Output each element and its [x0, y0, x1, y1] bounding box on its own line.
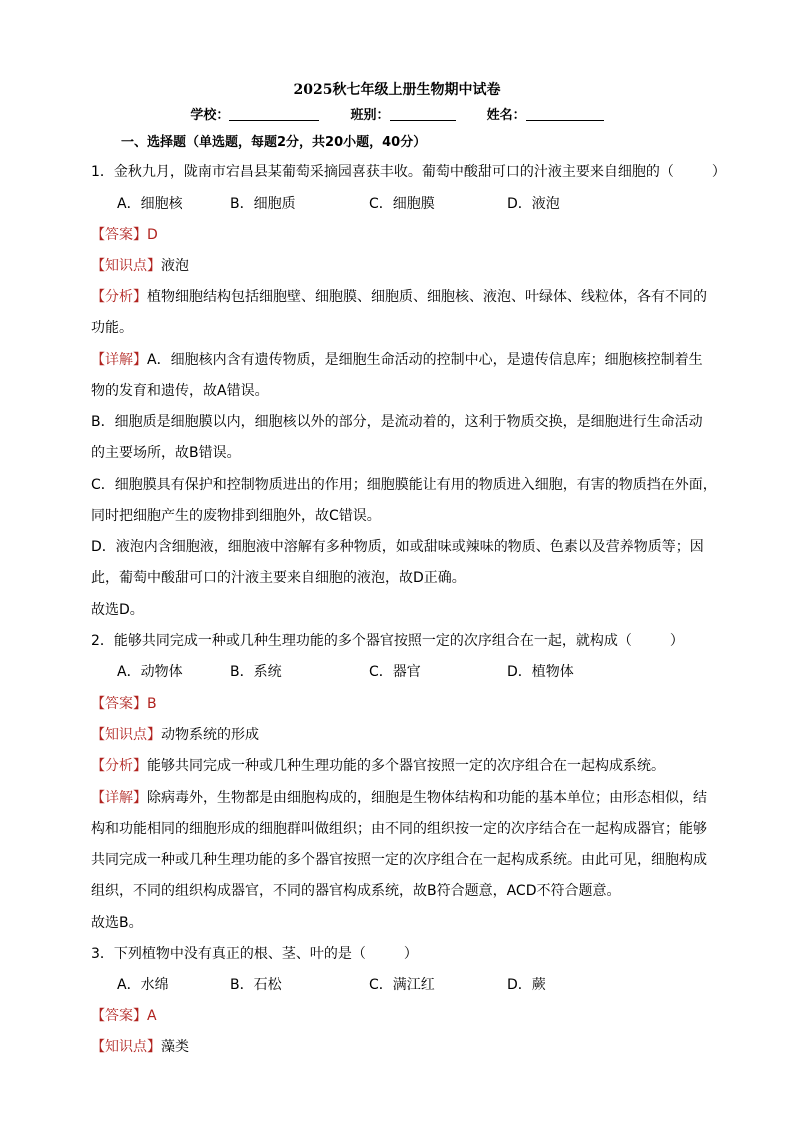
q2-answer: 【答案】B [91, 696, 157, 712]
section-heading: 一、选择题（单选题，每题2分，共20小题，40分） [121, 135, 427, 150]
q2-detail-cont-1: 构和功能相同的细胞形成的细胞群叫做组织；由不同的组织按一定的次序结合在一起构成器官；能够 [91, 821, 707, 837]
q1-answer: 【答案】D [91, 227, 158, 243]
school-field[interactable] [229, 107, 319, 121]
page-title: 2025秋七年级上册生物期中试卷 [293, 82, 501, 98]
q1-detail-b-cont: 的主要场所，故B错误。 [91, 445, 241, 461]
q2-option-c: C．器官 [369, 664, 421, 680]
q1-analysis: 【分析】植物细胞结构包括细胞壁、细胞膜、细胞质、细胞核、液泡、叶绿体、线粒体，各有不同的 [91, 289, 707, 305]
class-field[interactable] [390, 107, 456, 121]
q3-option-d: D．蕨 [507, 977, 546, 993]
q1-analysis-cont: 功能。 [91, 320, 133, 336]
q1-detail: 【详解】A．细胞核内含有遗传物质，是细胞生命活动的控制中心，是遗传信息库；细胞核控制着生 [91, 352, 703, 368]
q2-detail-cont-2: 共同完成一种或几种生理功能的多个器官按照一定的次序组合在一起构成系统。由此可见，细胞构成 [91, 852, 707, 868]
q3-option-a: A．水绵 [117, 977, 169, 993]
q2-option-d: D．植物体 [507, 664, 574, 680]
q1-option-c: C．细胞膜 [369, 196, 435, 212]
question-3-stem: 3．下列植物中没有真正的根、茎、叶的是（ ） [91, 946, 418, 962]
q1-conclusion: 故选D。 [91, 602, 144, 618]
school-label: 学校： [190, 108, 230, 123]
q1-detail-a-cont: 物的发育和遗传，故A错误。 [91, 383, 269, 399]
q2-detail: 【详解】除病毒外，生物都是由细胞构成的，细胞是生物体结构和功能的基本单位；由形态相似，结 [91, 790, 707, 806]
q2-option-a: A．动物体 [117, 664, 183, 680]
q3-option-c: C．满江红 [369, 977, 435, 993]
q2-conclusion: 故选B。 [91, 915, 143, 931]
class-label: 班别： [350, 108, 390, 123]
q1-option-a: A．细胞核 [117, 196, 183, 212]
q1-knowledge-point: 【知识点】液泡 [91, 258, 189, 274]
q1-detail-c: C．细胞膜具有保护和控制物质进出的作用；细胞膜能让有用的物质进入细胞，有害的物质挡在外面， [91, 477, 717, 493]
q1-detail-c-cont: 同时把细胞产生的废物排到细胞外，故C错误。 [91, 508, 381, 524]
q2-detail-cont-3: 组织，不同的组织构成器官，不同的器官构成系统，故B符合题意，ACD不符合题意。 [91, 883, 621, 899]
q3-option-b: B．石松 [230, 977, 282, 993]
q3-knowledge-point: 【知识点】藻类 [91, 1039, 189, 1055]
q3-answer: 【答案】A [91, 1008, 157, 1024]
q2-analysis: 【分析】能够共同完成一种或几种生理功能的多个器官按照一定的次序组合在一起构成系统。 [91, 758, 665, 774]
name-label: 姓名： [486, 108, 526, 123]
question-2-stem: 2．能够共同完成一种或几种生理功能的多个器官按照一定的次序组合在一起，就构成（ ） [91, 633, 684, 649]
q1-detail-b: B．细胞质是细胞膜以内，细胞核以外的部分，是流动着的，这利于物质交换，是细胞进行生命活动 [91, 414, 703, 430]
name-field[interactable] [526, 107, 604, 121]
q1-detail-d: D．液泡内含细胞液，细胞液中溶解有多种物质，如或甜味或辣味的物质、色素以及营养物质等；因 [91, 539, 704, 555]
q2-option-b: B．系统 [230, 664, 282, 680]
student-info-row [0, 104, 794, 123]
q1-option-b: B．细胞质 [230, 196, 296, 212]
q1-option-d: D．液泡 [507, 196, 560, 212]
question-1-stem: 1．金秋九月，陇南市宕昌县某葡萄采摘园喜获丰收。葡萄中酸甜可口的汁液主要来自细胞的（ ） [91, 164, 726, 180]
q1-detail-d-cont: 此，葡萄中酸甜可口的汁液主要来自细胞的液泡，故D正确。 [91, 570, 466, 586]
q2-knowledge-point: 【知识点】动物系统的形成 [91, 727, 259, 743]
